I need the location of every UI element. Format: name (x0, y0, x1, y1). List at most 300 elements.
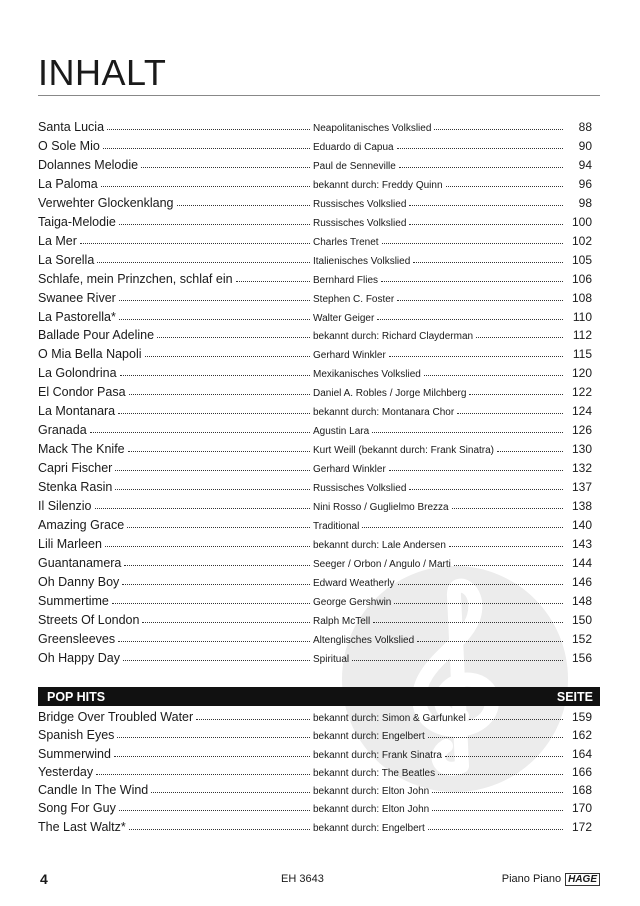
song-title: La Golondrina (38, 366, 117, 381)
song-title: Bridge Over Troubled Water (38, 710, 194, 724)
series-name: Piano Piano (501, 873, 562, 885)
dot-leader (417, 640, 563, 642)
song-title: Streets Of London (38, 612, 140, 627)
page-number: 4 (40, 871, 48, 887)
section-heading: POP HITS (47, 689, 106, 704)
dot-leader (103, 147, 310, 149)
composer-cell (313, 218, 566, 229)
song-title: Swanee River (38, 290, 116, 305)
toc-entry[interactable] (38, 594, 592, 613)
toc-entry[interactable] (38, 801, 592, 819)
composer-cell (313, 578, 566, 589)
toc-entry[interactable] (38, 820, 592, 838)
title-cell (38, 385, 313, 399)
toc-entry[interactable] (38, 158, 592, 177)
title-cell (38, 575, 313, 589)
toc-entry[interactable] (38, 728, 592, 746)
dot-leader (362, 526, 563, 528)
toc-entry[interactable] (38, 196, 592, 215)
toc-entry[interactable] (38, 423, 592, 442)
dot-leader (424, 374, 563, 376)
title-cell (38, 442, 313, 456)
song-page: 105 (571, 252, 592, 267)
song-page: 143 (571, 536, 592, 551)
toc-entry[interactable] (38, 651, 592, 670)
toc-entry[interactable] (38, 765, 592, 783)
dot-leader (101, 185, 310, 187)
dot-leader (119, 318, 310, 320)
title-cell (38, 366, 313, 380)
dot-leader (119, 809, 310, 811)
song-title: La Mer (38, 233, 77, 248)
title-cell (38, 177, 313, 191)
composer-cell (313, 199, 566, 210)
song-composer: bekannt durch: Richard Clayderman (313, 331, 474, 343)
song-title: Verwehter Glockenklang (38, 195, 174, 210)
song-page: 159 (571, 710, 592, 724)
dot-leader (118, 412, 310, 414)
title-cell (38, 272, 313, 286)
song-title: La Paloma (38, 176, 98, 191)
song-composer: Nini Rosso / Guglielmo Brezza (313, 502, 449, 514)
toc-entry[interactable] (38, 461, 592, 480)
dot-leader (90, 431, 310, 433)
song-page: 150 (571, 612, 592, 627)
dot-leader (127, 526, 310, 528)
title-cell (38, 728, 313, 742)
dot-leader (452, 507, 563, 509)
song-page: 138 (571, 499, 592, 514)
dot-leader (428, 736, 563, 738)
dot-leader (409, 223, 563, 225)
composer-cell (313, 142, 566, 153)
song-composer: Paul de Senneville (313, 160, 396, 172)
dot-leader (373, 621, 563, 623)
dot-leader (95, 507, 311, 509)
dot-leader (397, 299, 563, 301)
composer-cell (313, 445, 566, 456)
dot-leader (449, 545, 563, 547)
song-page: 108 (571, 290, 592, 305)
song-composer: Agustin Lara (313, 426, 370, 438)
title-cell (38, 120, 313, 134)
song-page: 90 (578, 138, 592, 153)
dot-leader (107, 128, 310, 130)
song-composer: Gerhard Winkler (313, 350, 386, 362)
composer-cell (313, 331, 566, 342)
page-column-heading: SEITE (556, 689, 593, 704)
song-composer: Neapolitanisches Volkslied (313, 123, 432, 134)
composer-cell (313, 407, 566, 418)
song-page: 156 (571, 650, 592, 665)
song-page: 144 (571, 555, 592, 570)
title-cell (38, 158, 313, 172)
song-title: Guantanamera (38, 555, 122, 570)
dot-leader (469, 393, 563, 395)
song-composer: bekannt durch: Freddy Quinn (313, 179, 443, 191)
dot-leader (112, 602, 310, 604)
toc-entry[interactable] (38, 291, 592, 310)
song-composer: bekannt durch: Frank Sinatra (313, 749, 442, 761)
toc-entry[interactable] (38, 215, 592, 234)
song-composer: Daniel A. Robles / Jorge Milchberg (313, 388, 467, 400)
composer-cell (313, 635, 566, 646)
song-composer: bekannt durch: The Beatles (313, 767, 436, 779)
dot-leader (469, 718, 563, 720)
song-composer: bekannt durch: Elton John (313, 804, 430, 816)
toc-entry[interactable] (38, 139, 592, 158)
pop-hits-header (38, 687, 600, 706)
song-page: 115 (572, 347, 592, 362)
composer-cell (313, 750, 566, 761)
composer-cell (313, 483, 566, 494)
dot-leader (115, 469, 310, 471)
song-composer: Spiritual (313, 653, 350, 665)
song-title: Yesterday (38, 764, 94, 779)
song-page: 164 (571, 746, 592, 761)
dot-leader (96, 773, 310, 775)
song-title: O Mia Bella Napoli (38, 347, 142, 362)
song-page: 168 (571, 783, 592, 798)
song-title: La Sorella (38, 252, 95, 267)
toc-entry[interactable] (38, 747, 592, 765)
song-page: 98 (578, 195, 592, 210)
title-cell (38, 423, 313, 437)
dot-leader (428, 828, 563, 830)
toc-entry[interactable] (38, 632, 592, 651)
composer-cell (313, 275, 566, 286)
song-title: Capri Fischer (38, 461, 113, 476)
song-title: La Montanara (38, 404, 116, 419)
toc-entry[interactable] (38, 556, 592, 575)
dot-leader (119, 299, 310, 301)
composer-cell (313, 616, 566, 627)
song-title: Song For Guy (38, 801, 116, 816)
toc-entry[interactable] (38, 575, 592, 594)
dot-leader (398, 583, 563, 585)
toc-entry[interactable] (38, 442, 592, 461)
song-composer: Traditional (313, 521, 360, 533)
song-page: 110 (572, 309, 592, 324)
toc-entry[interactable] (38, 499, 592, 518)
dot-leader (454, 564, 563, 566)
song-composer: Eduardo di Capua (313, 141, 394, 153)
song-page: 112 (572, 328, 592, 343)
song-composer: bekannt durch: Simon & Garfunkel (313, 713, 466, 724)
title-cell (38, 801, 313, 815)
composer-cell (313, 123, 566, 134)
toc-entry[interactable] (38, 366, 592, 385)
song-title: La Pastorella* (38, 309, 116, 324)
toc-entry[interactable] (38, 253, 592, 272)
song-composer: Mexikanisches Volkslied (313, 369, 421, 381)
toc-entry[interactable] (38, 177, 592, 196)
song-page: 106 (571, 271, 592, 286)
song-title: The Last Waltz* (38, 819, 126, 834)
song-title: Granada (38, 423, 87, 438)
song-title: Oh Happy Day (38, 650, 120, 665)
dot-leader (476, 336, 563, 338)
composer-cell (313, 597, 566, 608)
toc-entry[interactable] (38, 783, 592, 801)
dot-leader (141, 166, 310, 168)
song-composer: Bernhard Flies (313, 274, 379, 286)
dot-leader (413, 261, 563, 263)
composer-cell (313, 294, 566, 305)
song-composer: Charles Trenet (313, 236, 379, 248)
dot-leader (123, 659, 310, 661)
toc-entry[interactable] (38, 613, 592, 632)
title-cell (38, 253, 313, 267)
composer-cell (313, 256, 566, 267)
song-composer: Seeger / Orbon / Angulo / Marti (313, 558, 451, 570)
song-title: Summerwind (38, 746, 111, 761)
title-cell (38, 613, 313, 627)
dot-leader (114, 755, 310, 757)
composer-cell (313, 502, 566, 513)
song-title: Greensleeves (38, 631, 116, 646)
title-cell (38, 783, 313, 797)
title-cell (38, 632, 313, 646)
composer-cell (313, 731, 566, 742)
composer-cell (313, 823, 566, 834)
song-page: 132 (571, 461, 592, 476)
dot-leader (382, 242, 563, 244)
song-composer: Edward Weatherly (313, 577, 395, 589)
toc-entry[interactable] (38, 537, 592, 556)
pop-song-list (38, 710, 592, 838)
song-title: Amazing Grace (38, 518, 125, 533)
dot-leader (128, 450, 310, 452)
song-composer: bekannt durch: Montanara Chor (313, 407, 455, 419)
song-title: Dolannes Melodie (38, 157, 139, 172)
composer-cell (313, 521, 566, 532)
title-cell (38, 710, 313, 724)
song-page: 94 (578, 157, 592, 172)
dot-leader (177, 204, 311, 206)
song-composer: Walter Geiger (313, 312, 375, 324)
dot-leader (145, 355, 310, 357)
dot-leader (80, 242, 310, 244)
song-page: 166 (571, 764, 592, 779)
dot-leader (432, 791, 563, 793)
title-cell (38, 747, 313, 761)
song-composer: bekannt durch: Elton John (313, 786, 430, 798)
song-page: 126 (571, 423, 592, 438)
composer-cell (313, 388, 566, 399)
dot-leader (389, 469, 563, 471)
title-cell (38, 556, 313, 570)
title-cell (38, 499, 313, 513)
song-title: O Sole Mio (38, 138, 100, 153)
dot-leader (394, 602, 563, 604)
song-page: 146 (571, 574, 592, 589)
toc-entry[interactable] (38, 310, 592, 329)
song-list (38, 120, 592, 670)
page-title: INHALT (38, 52, 167, 93)
song-page: 148 (571, 593, 592, 608)
dot-leader (142, 621, 310, 623)
song-title: Lili Marleen (38, 536, 102, 551)
title-cell (38, 291, 313, 305)
title-cell (38, 480, 313, 494)
toc-entry[interactable] (38, 710, 592, 728)
title-cell (38, 594, 313, 608)
dot-leader (438, 773, 563, 775)
title-cell (38, 651, 313, 665)
dot-leader (397, 147, 563, 149)
title-cell (38, 404, 313, 418)
song-page: 88 (578, 120, 592, 134)
song-composer: Gerhard Winkler (313, 464, 386, 476)
song-composer: Ralph McTell (313, 615, 371, 627)
title-cell (38, 765, 313, 779)
song-title: El Condor Pasa (38, 385, 126, 400)
song-page: 170 (571, 801, 592, 816)
song-title: Oh Danny Boy (38, 574, 120, 589)
song-page: 122 (571, 385, 592, 400)
dot-leader (497, 450, 563, 452)
composer-cell (313, 350, 566, 361)
song-composer: Stephen C. Foster (313, 293, 395, 305)
song-title: Santa Lucia (38, 120, 105, 134)
song-title: Spanish Eyes (38, 728, 115, 743)
dot-leader (122, 583, 310, 585)
title-cell (38, 310, 313, 324)
dot-leader (409, 204, 563, 206)
dot-leader (196, 718, 310, 720)
dot-leader (157, 336, 310, 338)
dot-leader (352, 659, 563, 661)
catalog-number: EH 3643 (281, 873, 324, 885)
song-composer: Altenglisches Volkslied (313, 634, 415, 646)
song-page: 140 (571, 518, 592, 533)
song-page: 162 (571, 728, 592, 743)
composer-cell (313, 180, 566, 191)
title-cell (38, 518, 313, 532)
title-cell (38, 215, 313, 229)
toc-entry[interactable] (38, 480, 592, 499)
song-title: Candle In The Wind (38, 783, 149, 798)
dot-leader (129, 393, 310, 395)
title-cell (38, 234, 313, 248)
song-composer: Russisches Volkslied (313, 483, 407, 495)
dot-leader (434, 128, 563, 130)
song-page: 172 (571, 819, 592, 834)
composer-cell (313, 313, 566, 324)
dot-leader (409, 488, 563, 490)
song-composer: bekannt durch: Engelbert (313, 822, 425, 834)
dot-leader (115, 488, 310, 490)
song-page: 137 (571, 480, 592, 495)
toc-entry[interactable] (38, 385, 592, 404)
song-title: Taiga-Melodie (38, 214, 116, 229)
composer-cell (313, 559, 566, 570)
dot-leader (119, 223, 310, 225)
dot-leader (381, 280, 563, 282)
dot-leader (120, 374, 310, 376)
dot-leader (372, 431, 563, 433)
series-branding (502, 873, 600, 886)
composer-cell (313, 540, 566, 551)
dot-leader (117, 736, 310, 738)
composer-cell (313, 654, 566, 665)
song-page: 152 (571, 631, 592, 646)
title-cell (38, 537, 313, 551)
title-cell (38, 196, 313, 210)
title-cell (38, 347, 313, 361)
song-composer: George Gershwin (313, 596, 392, 608)
song-page: 120 (571, 366, 592, 381)
title-cell (38, 461, 313, 475)
composer-cell (313, 161, 566, 172)
composer-cell (313, 464, 566, 475)
dot-leader (124, 564, 310, 566)
song-title: Ballade Pour Adeline (38, 328, 155, 343)
composer-cell (313, 426, 566, 437)
toc-entry[interactable] (38, 234, 592, 253)
song-composer: Kurt Weill (bekannt durch: Frank Sinatra) (313, 445, 495, 457)
dot-leader (432, 809, 563, 811)
title-divider (38, 95, 600, 96)
composer-cell (313, 713, 566, 724)
title-cell (38, 328, 313, 342)
composer-cell (313, 369, 566, 380)
song-composer: Russisches Volkslied (313, 217, 407, 229)
dot-leader (457, 412, 563, 414)
composer-cell (313, 804, 566, 815)
publisher-logo: HAGE (565, 873, 600, 886)
song-composer: bekannt durch: Lale Andersen (313, 539, 446, 551)
song-title: Summertime (38, 593, 109, 608)
toc-entry[interactable] (38, 347, 592, 366)
song-page: 102 (571, 233, 592, 248)
dot-leader (105, 545, 310, 547)
song-page: 96 (578, 176, 592, 191)
song-title: Il Silenzio (38, 499, 92, 514)
toc-entry[interactable] (38, 272, 592, 291)
dot-leader (445, 755, 563, 757)
toc-entry[interactable] (38, 328, 592, 347)
song-page: 130 (571, 442, 592, 457)
dot-leader (399, 166, 563, 168)
title-cell (38, 139, 313, 153)
dot-leader (236, 280, 310, 282)
toc-entry[interactable] (38, 120, 592, 139)
dot-leader (377, 318, 563, 320)
song-page: 100 (571, 214, 592, 229)
composer-cell (313, 237, 566, 248)
song-title: Stenka Rasin (38, 480, 113, 495)
song-composer: Russisches Volkslied (313, 198, 407, 210)
composer-cell (313, 768, 566, 779)
dot-leader (97, 261, 310, 263)
dot-leader (389, 355, 563, 357)
title-cell (38, 820, 313, 834)
dot-leader (151, 791, 310, 793)
dot-leader (118, 640, 310, 642)
song-title: Schlafe, mein Prinzchen, schlaf ein (38, 271, 233, 286)
toc-entry[interactable] (38, 404, 592, 423)
dot-leader (129, 828, 310, 830)
song-composer: bekannt durch: Engelbert (313, 731, 425, 743)
composer-cell (313, 786, 566, 797)
toc-entry[interactable] (38, 518, 592, 537)
dot-leader (446, 185, 563, 187)
song-page: 124 (571, 404, 592, 419)
song-title: Mack The Knife (38, 442, 125, 457)
song-composer: Italienisches Volkslied (313, 255, 411, 267)
